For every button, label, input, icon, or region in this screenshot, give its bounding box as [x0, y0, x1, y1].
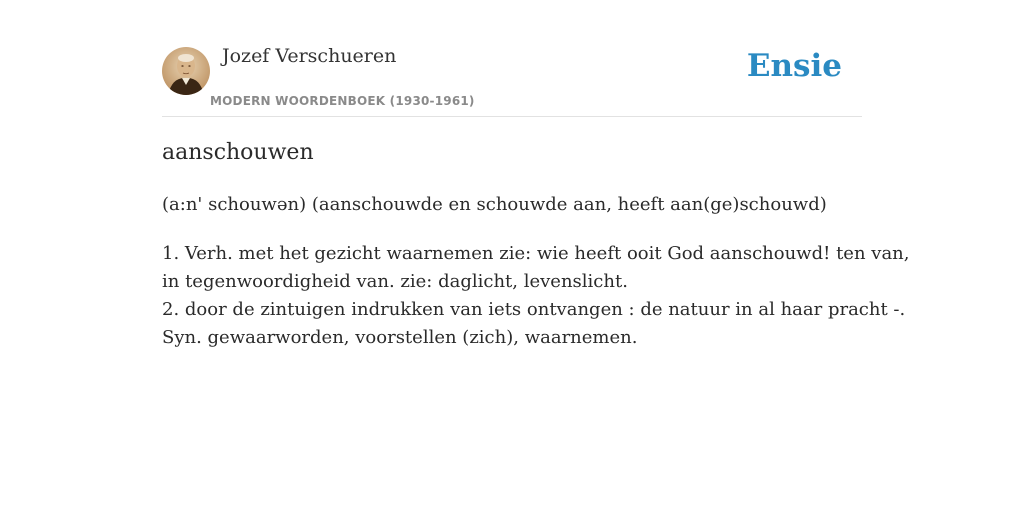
header: [162, 44, 862, 117]
ensie-logo[interactable]: Ensie: [746, 48, 842, 84]
definition-line: Syn. gewaarworden, voorstellen (zich), waarnemen.: [162, 327, 638, 348]
definition-line: 1. Verh. met het gezicht waarnemen zie: wie heeft ooit God aanschouwd! ten van,: [162, 243, 910, 264]
author-avatar[interactable]: [162, 47, 210, 95]
author-portrait-image: [162, 47, 210, 95]
entry-definitions: [162, 240, 910, 352]
entry-pronunciation: (a:n' schouwən) (aanschouwde en schouwde aan, heeft aan(ge)schouwd): [162, 194, 827, 215]
definition-line: 2. door de zintuigen indrukken van iets ontvangen : de natuur in al haar pracht -.: [162, 299, 906, 320]
entry-term: aanschouwen: [162, 140, 314, 165]
definition-line: in tegenwoordigheid van. zie: daglicht, levenslicht.: [162, 271, 628, 292]
author-name[interactable]: Jozef Verschueren: [222, 45, 397, 67]
dictionary-name[interactable]: MODERN WOORDENBOEK (1930-1961): [210, 94, 475, 108]
